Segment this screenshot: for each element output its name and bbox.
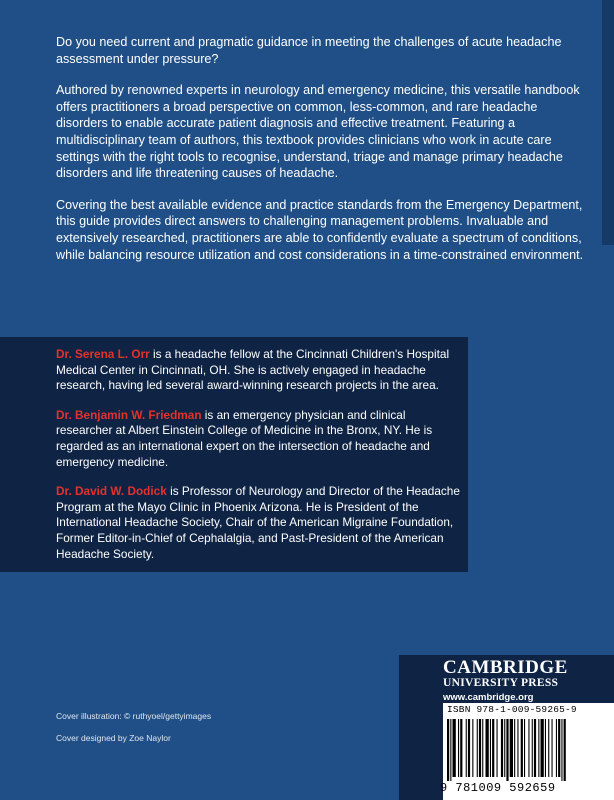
cover-design-credit: Cover designed by Zoe Naylor [56, 733, 171, 743]
barcode-bar [486, 719, 489, 777]
barcode-bar [524, 719, 525, 777]
author-name: Dr. Benjamin W. Friedman [56, 407, 202, 422]
barcode-bar [564, 719, 566, 781]
barcode-bar [504, 719, 505, 777]
barcode-bar [472, 719, 473, 777]
barcode-bar [497, 719, 498, 777]
barcode-bar [477, 719, 478, 777]
barcode-bar [501, 719, 503, 777]
barcode-bar [460, 719, 462, 777]
cover-edge-strip [602, 0, 614, 245]
barcode-bar [447, 719, 449, 781]
publisher-url: www.cambridge.org [443, 692, 534, 703]
barcode-bar [534, 719, 536, 777]
blurb-paragraph: Authored by renowned experts in neurology and emergency medicine, this versatile handbook offers practitioners a broad perspective on common, less-common, and rare headache disorders to enable accurate patient diagnosis and effective treatment. Featuring a multidisciplinary team of authors, this textbook provides clinicians who work in acute care settings with the right tools to recognise, understand, triage and manage primary headache disorders and life threatening causes of headache. [56, 83, 580, 181]
barcode-bar [517, 719, 518, 777]
publisher-logo-name: CAMBRIDGE [443, 657, 568, 678]
author-bio-text: is Professor of Neurology and Director of the Headache Program at the Mayo Clinic in Phoenix Arizona. He is President of the International Headache Society, Chair of the American Migraine Foundation, Former Editor-in-Chief of Cephalalgia, and Past-President of the American Headache Society. [56, 484, 460, 561]
barcode-bar [558, 719, 560, 777]
barcode-bar [538, 719, 539, 777]
barcode-bar [490, 719, 491, 777]
publisher-logo-press: UNIVERSITY PRESS [443, 677, 559, 689]
barcode-bar [552, 719, 553, 777]
barcode-bar [453, 719, 456, 777]
barcode-bar [506, 719, 508, 781]
barcode-bar [466, 719, 467, 777]
barcode-bar [556, 719, 557, 777]
author-name: Dr. David W. Dodick [56, 484, 167, 499]
barcode-icon [447, 719, 610, 781]
author-bio [56, 408, 461, 470]
cover-illustration-credit: Cover illustration: © ruthyoel/gettyimages [56, 711, 212, 721]
barcode-bar [541, 719, 544, 777]
barcode-bar [514, 719, 515, 777]
author-bio [56, 347, 461, 394]
barcode-bar [528, 719, 529, 777]
barcode-bar [468, 719, 470, 777]
blurb [56, 34, 586, 278]
author-bio [56, 484, 461, 562]
author-bios [56, 347, 461, 576]
author-name: Dr. Serena L. Orr [56, 347, 150, 361]
blurb-paragraph: Do you need current and pragmatic guidance in meeting the challenges of acute headache assessment under pressure? [56, 35, 562, 66]
barcode-bar [561, 719, 562, 781]
blurb-paragraph: Covering the best available evidence and practice standards from the Emergency Department, this guide provides direct answers to challenging management problems. Invaluable and extensively researched, practitioners are able to confidently evaluate a spectrum of conditions, while balancing resource utilization and cost considerations in a time-constrained environment. [56, 197, 584, 262]
barcode-digits: 9 781009 592659 [440, 781, 556, 795]
barcode-bar [482, 719, 483, 777]
isbn-label: ISBN 978-1-009-59265-9 [447, 704, 577, 715]
author-bio-text: is a headache fellow at the Cincinnati Children's Hospital Medical Center in Cincinnati, OH. She is actively engaged in headache research, having led several award-winning research projects in the area. [56, 347, 450, 393]
author-bio-text: is an emergency physician and clinical researcher at Albert Einstein College of Medicine in the Bronx, NY. He is regarded as an international expert on the intersection of headache and emergency medicine. [56, 407, 433, 469]
barcode-bar [450, 719, 451, 781]
barcode-bar [548, 719, 549, 777]
barcode-bar [545, 719, 546, 777]
barcode-bar [479, 719, 481, 777]
barcode-bar [532, 719, 533, 777]
barcode-bar [521, 719, 523, 777]
barcode-bar [492, 719, 494, 777]
barcode-bar [458, 719, 459, 777]
barcode-bar [510, 719, 513, 777]
